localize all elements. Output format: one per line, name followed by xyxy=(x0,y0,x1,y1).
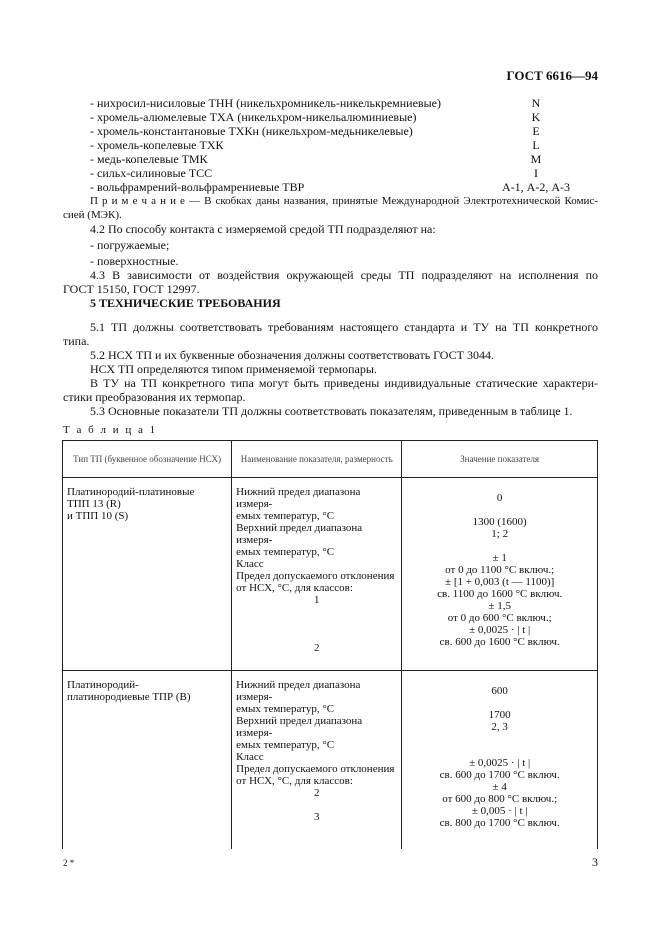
list-item: - поверхностные. xyxy=(90,254,179,268)
parameters-table xyxy=(62,440,598,849)
footer-mark: 2 * xyxy=(63,858,75,868)
header-type: Тип ТП (буквенное обозначение НСХ) xyxy=(63,441,232,478)
paragraph: В ТУ на ТП конкретного типа могут быть приведены индивидуальные статические характери- xyxy=(90,376,598,390)
clause-5-1-cont: типа. xyxy=(63,334,90,348)
list-item: - хромель-алюмелевые ТХА (никельхром-никельалюминиевые) K xyxy=(90,110,541,124)
standard-header: ГОСТ 6616—94 xyxy=(506,68,598,83)
header-parameter: Наименование показателя, размерность xyxy=(232,441,402,478)
page-number: 3 xyxy=(592,855,598,869)
value-cell: 600 1700 2, 3 ± 0,0025 · | t | св. 600 до 1700 °С включ. ± 4 от 600 до 800 °С включ.; ± 0,005 · | t | св. 800 до 1700 °С включ. xyxy=(402,671,598,850)
list-item: - хромель-копелевые ТХК L xyxy=(90,138,540,152)
clause-4-3-cont: ГОСТ 15150, ГОСТ 12997. xyxy=(63,282,200,296)
parameter-cell: Нижний предел диапазона измеря- емых температур, °С Верхний предел диапазона измеря- емых температур, °С Класс Предел допускаемого отклонения от НСХ, °С, для классов: 1 2 xyxy=(232,478,402,671)
clause-5-2: 5.2 НСХ ТП и их буквенные обозначения должны соответствовать ГОСТ 3044. xyxy=(90,348,494,362)
list-item: - сильх-силиновые ТСС I xyxy=(90,166,538,180)
note-line: сией (МЭК). xyxy=(63,209,122,221)
section-title: 5 ТЕХНИЧЕСКИЕ ТРЕБОВАНИЯ xyxy=(90,296,281,310)
clause-4-3: 4.3 В зависимости от воздействия окружающей среды ТП подразделяют на исполнения по xyxy=(90,268,598,282)
list-item: - медь-копелевые ТМК M xyxy=(90,152,542,166)
table-header-row xyxy=(63,441,598,478)
type-cell: Платинородий-платиновые ТПП 13 (R) и ТПП 10 (S) xyxy=(63,478,232,671)
table-row xyxy=(63,478,598,671)
header-value: Значение показателя xyxy=(402,441,598,478)
table-row xyxy=(63,671,598,850)
type-cell: Платинородий- платинородиевые ТПР (В) xyxy=(63,671,232,850)
list-item: - нихросил-нисиловые ТНН (никельхромникель-никелькремниевые) N xyxy=(90,96,541,110)
list-item: - хромель-константановые ТХКн (никельхром-медьникелевые) E xyxy=(90,124,540,138)
paragraph: НСХ ТП определяются типом применяемой термопары. xyxy=(90,362,377,376)
list-item: - вольфрамрений-вольфрамрениевые ТВР А-1, А-2, А-3 xyxy=(90,180,570,194)
clause-4-2: 4.2 По способу контакта с измеряемой средой ТП подразделяют на: xyxy=(90,222,436,236)
list-item: - погружаемые; xyxy=(90,238,170,252)
clause-5-1: 5.1 ТП должны соответствовать требованиям настоящего стандарта и ТУ на ТП конкретного xyxy=(90,320,598,334)
parameter-cell: Нижний предел диапазона измеря- емых температур, °С Верхний предел диапазона измеря- емых температур, °С Класс Предел допускаемого отклонения от НСХ, °С, для классов: 2 3 xyxy=(232,671,402,850)
clause-5-3: 5.3 Основные показатели ТП должны соответствовать показателям, приведенным в таблице 1. xyxy=(90,404,573,418)
value-cell: 0 1300 (1600) 1; 2 ± 1 от 0 до 1100 °С включ.; ± [1 + 0,003 (t — 1100)] св. 1100 до 1600 °С включ. ± 1,5 от 0 до 600 °С включ.; ± 0,0025 · | t | св. 600 до 1600 °С включ. xyxy=(402,478,598,671)
paragraph-cont: стики преобразования их термопар. xyxy=(63,390,246,404)
table-caption: Т а б л и ц а 1 xyxy=(63,424,158,436)
note-line: П р и м е ч а н и е — В скобках даны названия, принятые Международной Электротехнической Комис- xyxy=(90,195,598,207)
